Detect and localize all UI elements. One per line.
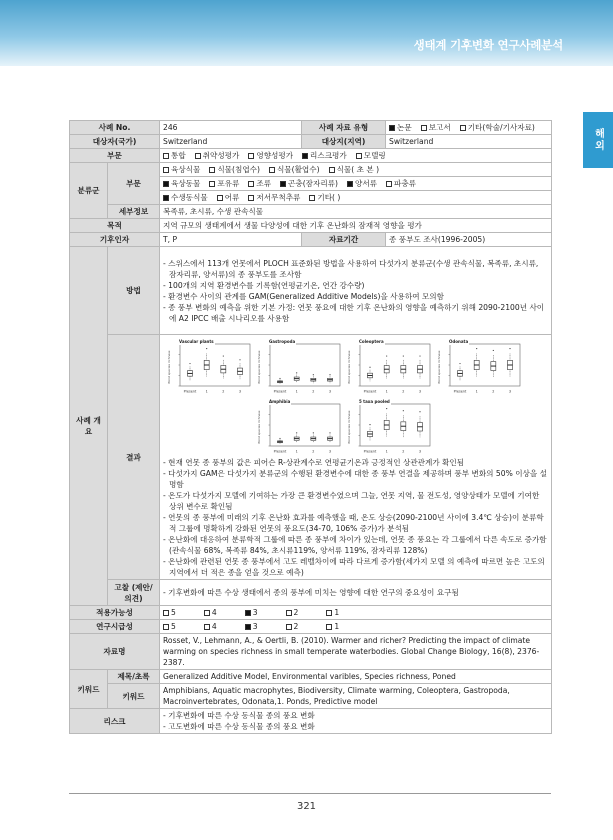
checked-box-icon bbox=[163, 181, 169, 187]
y-axis-label: Pond species richness bbox=[437, 350, 441, 384]
outlier-point bbox=[419, 355, 420, 356]
taxon-label: 분류군 bbox=[70, 163, 108, 219]
applicability-scale bbox=[160, 606, 552, 620]
urgency-scale bbox=[160, 620, 552, 634]
outlier-point bbox=[369, 367, 370, 368]
taxon-row-1 bbox=[160, 163, 552, 177]
x-tick-label: 1 bbox=[475, 389, 478, 394]
taxon-row-3 bbox=[160, 191, 552, 205]
empty-box-icon bbox=[248, 195, 254, 201]
rating-option bbox=[163, 607, 176, 618]
sector-label: 부문 bbox=[70, 149, 160, 163]
empty-box-icon bbox=[269, 167, 275, 173]
x-tick-label: 3 bbox=[418, 449, 422, 454]
title-abstract-keywords: Generalized Additive Model, Environmental varibles, Species richness, Poned bbox=[160, 670, 552, 684]
outlier-point bbox=[206, 348, 207, 349]
keywords-label: 키워드 bbox=[70, 670, 108, 709]
empty-box-icon bbox=[217, 195, 223, 201]
option-checkbox bbox=[163, 150, 186, 161]
empty-box-icon bbox=[209, 167, 215, 173]
empty-box-icon bbox=[329, 167, 335, 173]
x-tick-label: Present bbox=[273, 449, 287, 454]
reference-label: 자료명 bbox=[70, 634, 160, 670]
boxplot-panel bbox=[166, 338, 254, 396]
empty-box-icon bbox=[204, 610, 210, 616]
option-checkbox bbox=[209, 164, 260, 175]
option-checkbox bbox=[248, 192, 300, 203]
outlier-point bbox=[386, 355, 387, 356]
empty-box-icon bbox=[326, 624, 332, 630]
boxplot-svg bbox=[256, 398, 344, 456]
option-label: 수생동식물 bbox=[171, 193, 208, 202]
risk-item: - 기후변화에 따른 수상 동식물 종의 풍요 변화 bbox=[163, 711, 315, 720]
x-tick-label: Present bbox=[183, 389, 197, 394]
empty-box-icon bbox=[163, 624, 169, 630]
panel-title: Gastropoda bbox=[269, 339, 296, 344]
rating-label: 4 bbox=[211, 622, 217, 631]
option-checkbox bbox=[309, 192, 340, 203]
option-checkbox bbox=[347, 178, 377, 189]
option-label: 육상동물 bbox=[171, 179, 201, 188]
rating-label: 2 bbox=[293, 608, 299, 617]
x-tick-label: Present bbox=[453, 389, 467, 394]
option-label: 영향성평가 bbox=[256, 151, 294, 160]
risk-label: 리스크 bbox=[70, 709, 160, 734]
empty-box-icon bbox=[163, 167, 169, 173]
plot-frame bbox=[360, 344, 430, 386]
outlier-point bbox=[459, 363, 460, 364]
y-axis-label: Pond species richness bbox=[257, 350, 261, 384]
option-label: 모델링 bbox=[363, 151, 386, 160]
empty-box-icon bbox=[326, 610, 332, 616]
empty-box-icon bbox=[356, 153, 362, 159]
result-item: - 온난화에 대응하여 분류학적 그룹에 따른 종 풍부에 차이가 있는데, 연못 종 풍요는 각 그룹에서 다른 속도로 증가함(관속식물 68%, 복족류 84%, 초시류119%, 양서류 119%, 잠자리류 128%) bbox=[163, 535, 547, 555]
option-checkbox bbox=[389, 122, 412, 133]
option-label: 저서무척추류 bbox=[256, 193, 301, 202]
rating-label: 2 bbox=[293, 622, 299, 631]
empty-box-icon bbox=[309, 195, 315, 201]
header-band bbox=[0, 0, 613, 66]
panel-title: Amphibia bbox=[269, 399, 291, 404]
outlier-point bbox=[419, 411, 420, 412]
outlier-point bbox=[369, 424, 370, 425]
empty-box-icon bbox=[248, 153, 254, 159]
footer-rule bbox=[69, 793, 551, 794]
rating-option bbox=[204, 621, 217, 632]
option-checkbox bbox=[280, 178, 338, 189]
checked-box-icon bbox=[302, 153, 308, 159]
boxplot-panel bbox=[346, 398, 434, 456]
option-label: 취약성평가 bbox=[202, 151, 240, 160]
empty-box-icon bbox=[204, 624, 210, 630]
purpose-text: 지역 규모의 생태계에서 생물 다양성에 대한 기후 온난화의 잠재적 영향을 평가 bbox=[160, 219, 552, 233]
section-side-tab: 해외 bbox=[583, 112, 613, 168]
x-tick-label: Present bbox=[363, 449, 377, 454]
method-label: 방법 bbox=[108, 247, 160, 335]
result-item: - 연못의 종 풍부에 미래의 기후 온난화 효과를 예측했을 때, 온도 상승(2090-2100년 사이에 3.4℃ 상승)이 분류학적 그룹에 명확하게 강화된 연못의 풍요도(34-70, 106% 증가)가 분석됨 bbox=[163, 513, 544, 533]
outlier-point bbox=[509, 348, 510, 349]
option-label: 어류 bbox=[224, 193, 240, 202]
plot-frame bbox=[180, 344, 250, 386]
keyword-list: Amphibians, Aquatic macrophytes, Biodiversity, Climate warming, Coleoptera, Gastropoda, Macroinvertebrates, Odonata,1. Ponds, Predictive model bbox=[160, 684, 552, 709]
x-tick-label: Present bbox=[273, 389, 287, 394]
title-abstract-label: 제목/초록 bbox=[108, 670, 160, 684]
outlier-point bbox=[313, 432, 314, 433]
option-checkbox bbox=[356, 150, 386, 161]
case-no: 246 bbox=[160, 121, 302, 135]
taxon-row-2 bbox=[160, 177, 552, 191]
empty-box-icon bbox=[163, 153, 169, 159]
country-label: 대상자(국가) bbox=[70, 135, 160, 149]
checked-box-icon bbox=[245, 624, 251, 630]
risk-list bbox=[160, 709, 552, 734]
outlier-point bbox=[279, 378, 280, 379]
option-checkbox bbox=[217, 192, 240, 203]
option-checkbox bbox=[248, 150, 293, 161]
boxplot-panel bbox=[346, 338, 434, 396]
option-label: 식물(활엽수) bbox=[276, 165, 320, 174]
checked-box-icon bbox=[280, 181, 286, 187]
rating-option bbox=[163, 621, 176, 632]
x-tick-label: 2 bbox=[492, 389, 495, 394]
x-tick-label: 3 bbox=[418, 389, 422, 394]
purpose-label: 목적 bbox=[70, 219, 160, 233]
option-label: 양서류 bbox=[354, 179, 377, 188]
option-checkbox bbox=[421, 122, 451, 133]
taxon-detail: 복족류, 초시류, 수생 관속식물 bbox=[160, 205, 552, 219]
boxplot-svg bbox=[436, 338, 524, 396]
x-tick-label: 3 bbox=[508, 389, 512, 394]
x-tick-label: 2 bbox=[402, 389, 405, 394]
rating-option bbox=[326, 607, 339, 618]
keyword-label: 키워드 bbox=[108, 684, 160, 709]
checked-box-icon bbox=[389, 125, 395, 131]
option-label: 리스크평가 bbox=[310, 151, 347, 160]
option-label: 곤충(잠자리류) bbox=[288, 179, 338, 188]
y-axis-label: Pond species richness bbox=[347, 410, 351, 444]
option-checkbox bbox=[163, 164, 200, 175]
outlier-point bbox=[223, 355, 224, 356]
outlier-point bbox=[386, 408, 387, 409]
option-label: 기타(학술/기사자료) bbox=[467, 123, 535, 132]
panel-title: Vascular plants bbox=[179, 339, 214, 344]
overview-label bbox=[70, 247, 108, 606]
header-title: 생태계 기후변화 연구사례분석 bbox=[413, 38, 563, 52]
page-number: 321 bbox=[296, 801, 317, 812]
option-checkbox bbox=[248, 178, 271, 189]
option-label: 포유류 bbox=[217, 179, 240, 188]
x-tick-label: 3 bbox=[328, 449, 332, 454]
outlier-point bbox=[239, 359, 240, 360]
result-item: - 현재 연못 종 풍부의 값은 피어슨 R-상관계수로 연평균기온과 긍정적인 상관관계가 확인됨 bbox=[163, 458, 465, 467]
outlier-point bbox=[189, 363, 190, 364]
x-tick-label: 1 bbox=[385, 449, 388, 454]
x-tick-label: 1 bbox=[385, 389, 388, 394]
outlier-point bbox=[329, 374, 330, 375]
option-label: 논문 bbox=[397, 123, 412, 132]
option-label: 보고서 bbox=[428, 123, 451, 132]
empty-box-icon bbox=[286, 610, 292, 616]
option-label: 통합 bbox=[171, 151, 186, 160]
boxplot-panel bbox=[256, 338, 344, 396]
boxplot-panel bbox=[256, 398, 344, 456]
empty-box-icon bbox=[209, 181, 215, 187]
x-tick-label: 1 bbox=[295, 449, 298, 454]
rating-option bbox=[326, 621, 339, 632]
outlier-point bbox=[403, 355, 404, 356]
case-type-label: 사례 자료 유형 bbox=[302, 121, 386, 135]
applicability-label: 적용가능성 bbox=[70, 606, 160, 620]
consider-text: - 기후변화에 따른 수상 생태에서 종의 풍부에 미치는 영향에 대한 연구의 중요성이 요구됨 bbox=[160, 580, 552, 606]
rating-label: 1 bbox=[334, 622, 340, 631]
rating-option bbox=[286, 621, 299, 632]
option-checkbox bbox=[163, 192, 208, 203]
outlier-point bbox=[329, 432, 330, 433]
option-checkbox bbox=[302, 150, 347, 161]
boxplot-svg bbox=[346, 338, 434, 396]
x-tick-label: 2 bbox=[312, 389, 315, 394]
x-tick-label: 2 bbox=[312, 449, 315, 454]
rating-option bbox=[245, 607, 258, 618]
boxplot-svg bbox=[346, 398, 434, 456]
option-checkbox bbox=[209, 178, 239, 189]
method-list bbox=[160, 247, 552, 335]
x-tick-label: 1 bbox=[205, 389, 208, 394]
method-item: - 환경변수 사이의 관계를 GAM(Generalized Additive Models)을 사용하여 모의함 bbox=[163, 291, 444, 301]
period-value: 종 풍부도 조사(1996-2005) bbox=[386, 233, 552, 247]
taxon-sector-label: 부문 bbox=[108, 163, 160, 205]
option-checkbox bbox=[269, 164, 320, 175]
region-value: Switzerland bbox=[386, 135, 552, 149]
case-no-label: 사례 No. bbox=[70, 121, 160, 135]
option-checkbox bbox=[163, 178, 200, 189]
region-label: 대상지(지역) bbox=[302, 135, 386, 149]
case-type-options bbox=[386, 121, 552, 135]
outlier-point bbox=[313, 374, 314, 375]
rating-label: 3 bbox=[252, 608, 258, 617]
option-checkbox bbox=[329, 164, 380, 175]
rating-label: 5 bbox=[171, 608, 176, 617]
x-tick-label: 2 bbox=[402, 449, 405, 454]
boxplot-svg bbox=[256, 338, 344, 396]
method-item: - 스위스에서 113개 연못에서 PLOCH 표준화된 방법을 사용하여 다섯가지 분류군(수생 관속식물, 복족류, 초시류, 잠자리류, 양서류)의 종 풍부도를 조사함 bbox=[163, 258, 539, 279]
x-tick-label: 1 bbox=[295, 389, 298, 394]
rating-label: 1 bbox=[334, 608, 340, 617]
y-axis-label: Pond species richness bbox=[167, 350, 171, 384]
result-item: - 다섯가지 GAM은 다섯가지 분류군의 수행된 환경변수에 대한 종 풍부 연결을 제공하며 풍부 변화의 50% 이상을 설명함 bbox=[163, 469, 547, 489]
option-label: 식물(침엽수) bbox=[217, 165, 260, 174]
urgency-label: 연구시급성 bbox=[70, 620, 160, 634]
panel-title: Coleoptera bbox=[359, 339, 384, 344]
outlier-point bbox=[403, 410, 404, 411]
outlier-point bbox=[476, 348, 477, 349]
x-tick-label: Present bbox=[363, 389, 377, 394]
rating-option bbox=[204, 607, 217, 618]
panel-title: 5 taxa pooled bbox=[359, 399, 390, 404]
option-checkbox bbox=[195, 150, 240, 161]
result-item: - 온난화에 관련된 연못 종 풍부에서 고도 레벨차이에 따라 다르게 증가함(세가지 모델 의 예측에 따르면 높은 고도의 지역에서 더 적은 종을 얻을 것으로 예측) bbox=[163, 557, 545, 577]
empty-box-icon bbox=[421, 125, 427, 131]
species-richness-figure bbox=[163, 336, 548, 457]
x-tick-label: 3 bbox=[328, 389, 332, 394]
rating-label: 4 bbox=[211, 608, 217, 617]
empty-box-icon bbox=[248, 181, 254, 187]
method-item: - 종 풍부 변화의 예측을 위한 기본 가정: 연못 풍요에 대한 기후 온난화의 영향을 예측하기 위해 2090-2100년 사이에 A2 IPCC 배출 시나리오를 사용함 bbox=[163, 302, 545, 323]
option-label: 기타( ) bbox=[317, 193, 341, 202]
result-label: 결과 bbox=[108, 335, 160, 580]
climate-factor-label: 기후인자 bbox=[70, 233, 160, 247]
rating-label: 3 bbox=[252, 622, 258, 631]
reference-text: Rosset, V., Lehmann, A., & Oertli, B. (2010). Warmer and richer? Predicting the impact of climate warming on species richness in small temperate waterbodies. Global Change Biology, 16(8), 2376-2387. bbox=[160, 634, 552, 670]
outlier-point bbox=[296, 432, 297, 433]
empty-box-icon bbox=[386, 181, 392, 187]
country-value: Switzerland bbox=[160, 135, 302, 149]
option-label: 식물( 초 본 ) bbox=[336, 165, 380, 174]
consider-label: 고찰 (제안/의견) bbox=[108, 580, 160, 606]
rating-option bbox=[286, 607, 299, 618]
case-table bbox=[69, 120, 552, 734]
empty-box-icon bbox=[195, 153, 201, 159]
option-label: 육상식물 bbox=[171, 165, 201, 174]
y-axis-label: Pond species richness bbox=[257, 410, 261, 444]
panel-title: Odonata bbox=[449, 339, 469, 344]
option-label: 조류 bbox=[256, 179, 272, 188]
method-item: - 100개의 지역 환경변수를 기록함(연평균기온, 연간 강수량) bbox=[163, 280, 365, 290]
empty-box-icon bbox=[163, 610, 169, 616]
checked-box-icon bbox=[347, 181, 353, 187]
outlier-point bbox=[493, 350, 494, 351]
x-tick-label: 2 bbox=[222, 389, 225, 394]
overview-label-text: 사례 개요 bbox=[76, 416, 101, 436]
outlier-point bbox=[296, 372, 297, 373]
empty-box-icon bbox=[286, 624, 292, 630]
checked-box-icon bbox=[163, 195, 169, 201]
outlier-point bbox=[279, 438, 280, 439]
boxplot-svg bbox=[166, 338, 254, 396]
rating-label: 5 bbox=[171, 622, 176, 631]
option-checkbox bbox=[460, 122, 535, 133]
x-tick-label: 3 bbox=[238, 389, 242, 394]
empty-box-icon bbox=[460, 125, 466, 131]
y-axis-label: Pond species richness bbox=[347, 350, 351, 384]
climate-factor: T, P bbox=[160, 233, 302, 247]
period-label: 자료기간 bbox=[302, 233, 386, 247]
taxon-detail-label: 세부정보 bbox=[108, 205, 160, 219]
result-cell bbox=[160, 335, 552, 580]
checked-box-icon bbox=[245, 610, 251, 616]
result-item: - 온도가 다섯가지 모델에 기여하는 가장 큰 환경변수였으며 그늘, 연못 지역, 물 전도성, 영양상태가 모델에 기여한 상위 변수로 확인됨 bbox=[163, 491, 540, 511]
boxplot-panel bbox=[436, 338, 524, 396]
option-checkbox bbox=[386, 178, 416, 189]
option-label: 파충류 bbox=[394, 179, 417, 188]
risk-item: - 고도변화에 따른 수상 동식물 종의 풍요 변화 bbox=[163, 722, 315, 731]
sector-options bbox=[160, 149, 552, 163]
rating-option bbox=[245, 621, 258, 632]
